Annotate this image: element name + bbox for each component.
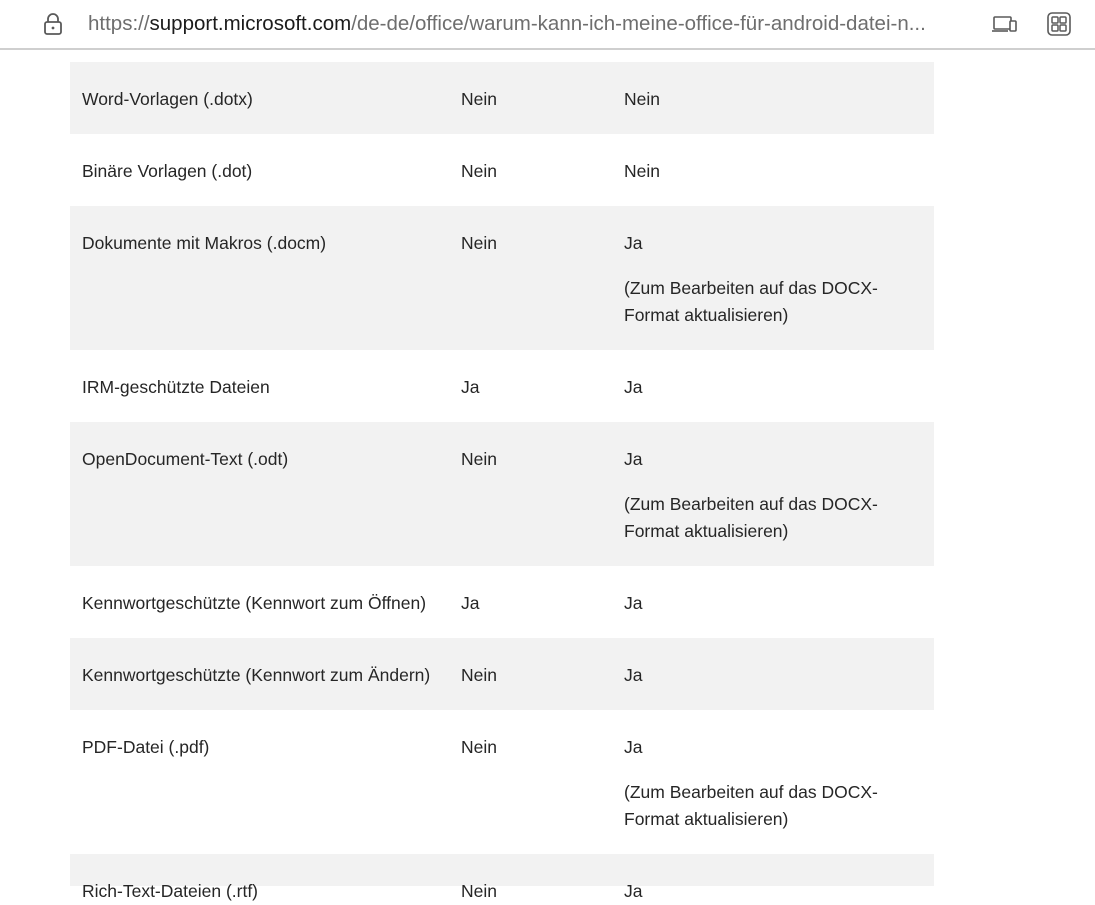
table-row (70, 710, 934, 854)
edit-support-value: Nein (624, 89, 660, 109)
support-cell: Nein (461, 881, 497, 901)
table-row (70, 638, 934, 710)
support-cell: Nein (461, 233, 497, 253)
edit-support-cell (624, 734, 924, 833)
file-type-cell: Dokumente mit Makros (.docm) (82, 233, 327, 253)
edit-support-value: Nein (624, 161, 660, 181)
file-type-cell: PDF-Datei (.pdf) (82, 737, 210, 757)
file-type-cell: Rich-Text-Dateien (.rtf) (82, 881, 259, 901)
edit-support-cell (624, 86, 924, 113)
edit-support-cell (624, 158, 924, 185)
table-row (70, 62, 934, 134)
edit-note: (Zum Bearbeiten auf das DOCX-Format aktualisieren) (624, 278, 878, 325)
file-type-cell: Word-Vorlagen (.dotx) (82, 89, 253, 109)
support-cell: Nein (461, 449, 497, 469)
support-cell: Nein (461, 737, 497, 757)
edit-support-cell (624, 374, 924, 401)
table-row (70, 422, 934, 566)
lock-icon[interactable] (42, 12, 64, 36)
file-type-cell: OpenDocument-Text (.odt) (82, 449, 289, 469)
edit-support-cell (624, 878, 924, 905)
table-row (70, 566, 934, 638)
url-scheme: https:// (88, 12, 150, 35)
support-cell: Nein (461, 665, 497, 685)
edit-support-value: Ja (624, 737, 643, 757)
table-row (70, 206, 934, 350)
url-host: support.microsoft.com (149, 12, 352, 35)
edit-support-value: Ja (624, 593, 643, 613)
edit-support-value: Ja (624, 449, 643, 469)
file-type-cell: Kennwortgeschützte (Kennwort zum Öffnen) (82, 593, 427, 613)
edit-note: (Zum Bearbeiten auf das DOCX-Format aktualisieren) (624, 782, 878, 829)
table-row (70, 350, 934, 422)
device-cast-icon[interactable] (992, 12, 1018, 36)
support-cell: Ja (461, 377, 480, 397)
file-type-cell: IRM-geschützte Dateien (82, 377, 270, 397)
table-row (70, 134, 934, 206)
edit-support-cell (624, 662, 924, 689)
edit-support-value: Ja (624, 665, 643, 685)
support-cell: Nein (461, 89, 497, 109)
extensions-icon[interactable] (1046, 12, 1072, 36)
file-support-table (70, 62, 934, 901)
support-cell: Ja (461, 593, 480, 613)
edit-support-cell (624, 446, 924, 545)
table-row (70, 854, 934, 901)
file-type-cell: Kennwortgeschützte (Kennwort zum Ändern) (82, 665, 431, 685)
edit-support-value: Ja (624, 233, 643, 253)
edit-support-value: Ja (624, 881, 643, 901)
edit-support-cell (624, 230, 924, 329)
address-bar[interactable] (0, 0, 1095, 50)
edit-note: (Zum Bearbeiten auf das DOCX-Format aktualisieren) (624, 494, 878, 541)
edit-support-cell (624, 590, 924, 617)
support-cell: Nein (461, 161, 497, 181)
file-type-cell: Binäre Vorlagen (.dot) (82, 161, 253, 181)
url-text[interactable] (88, 11, 980, 37)
url-path: /de-de/office/warum-kann-ich-meine-office-für-android-datei-n... (351, 12, 926, 35)
edit-support-value: Ja (624, 377, 643, 397)
